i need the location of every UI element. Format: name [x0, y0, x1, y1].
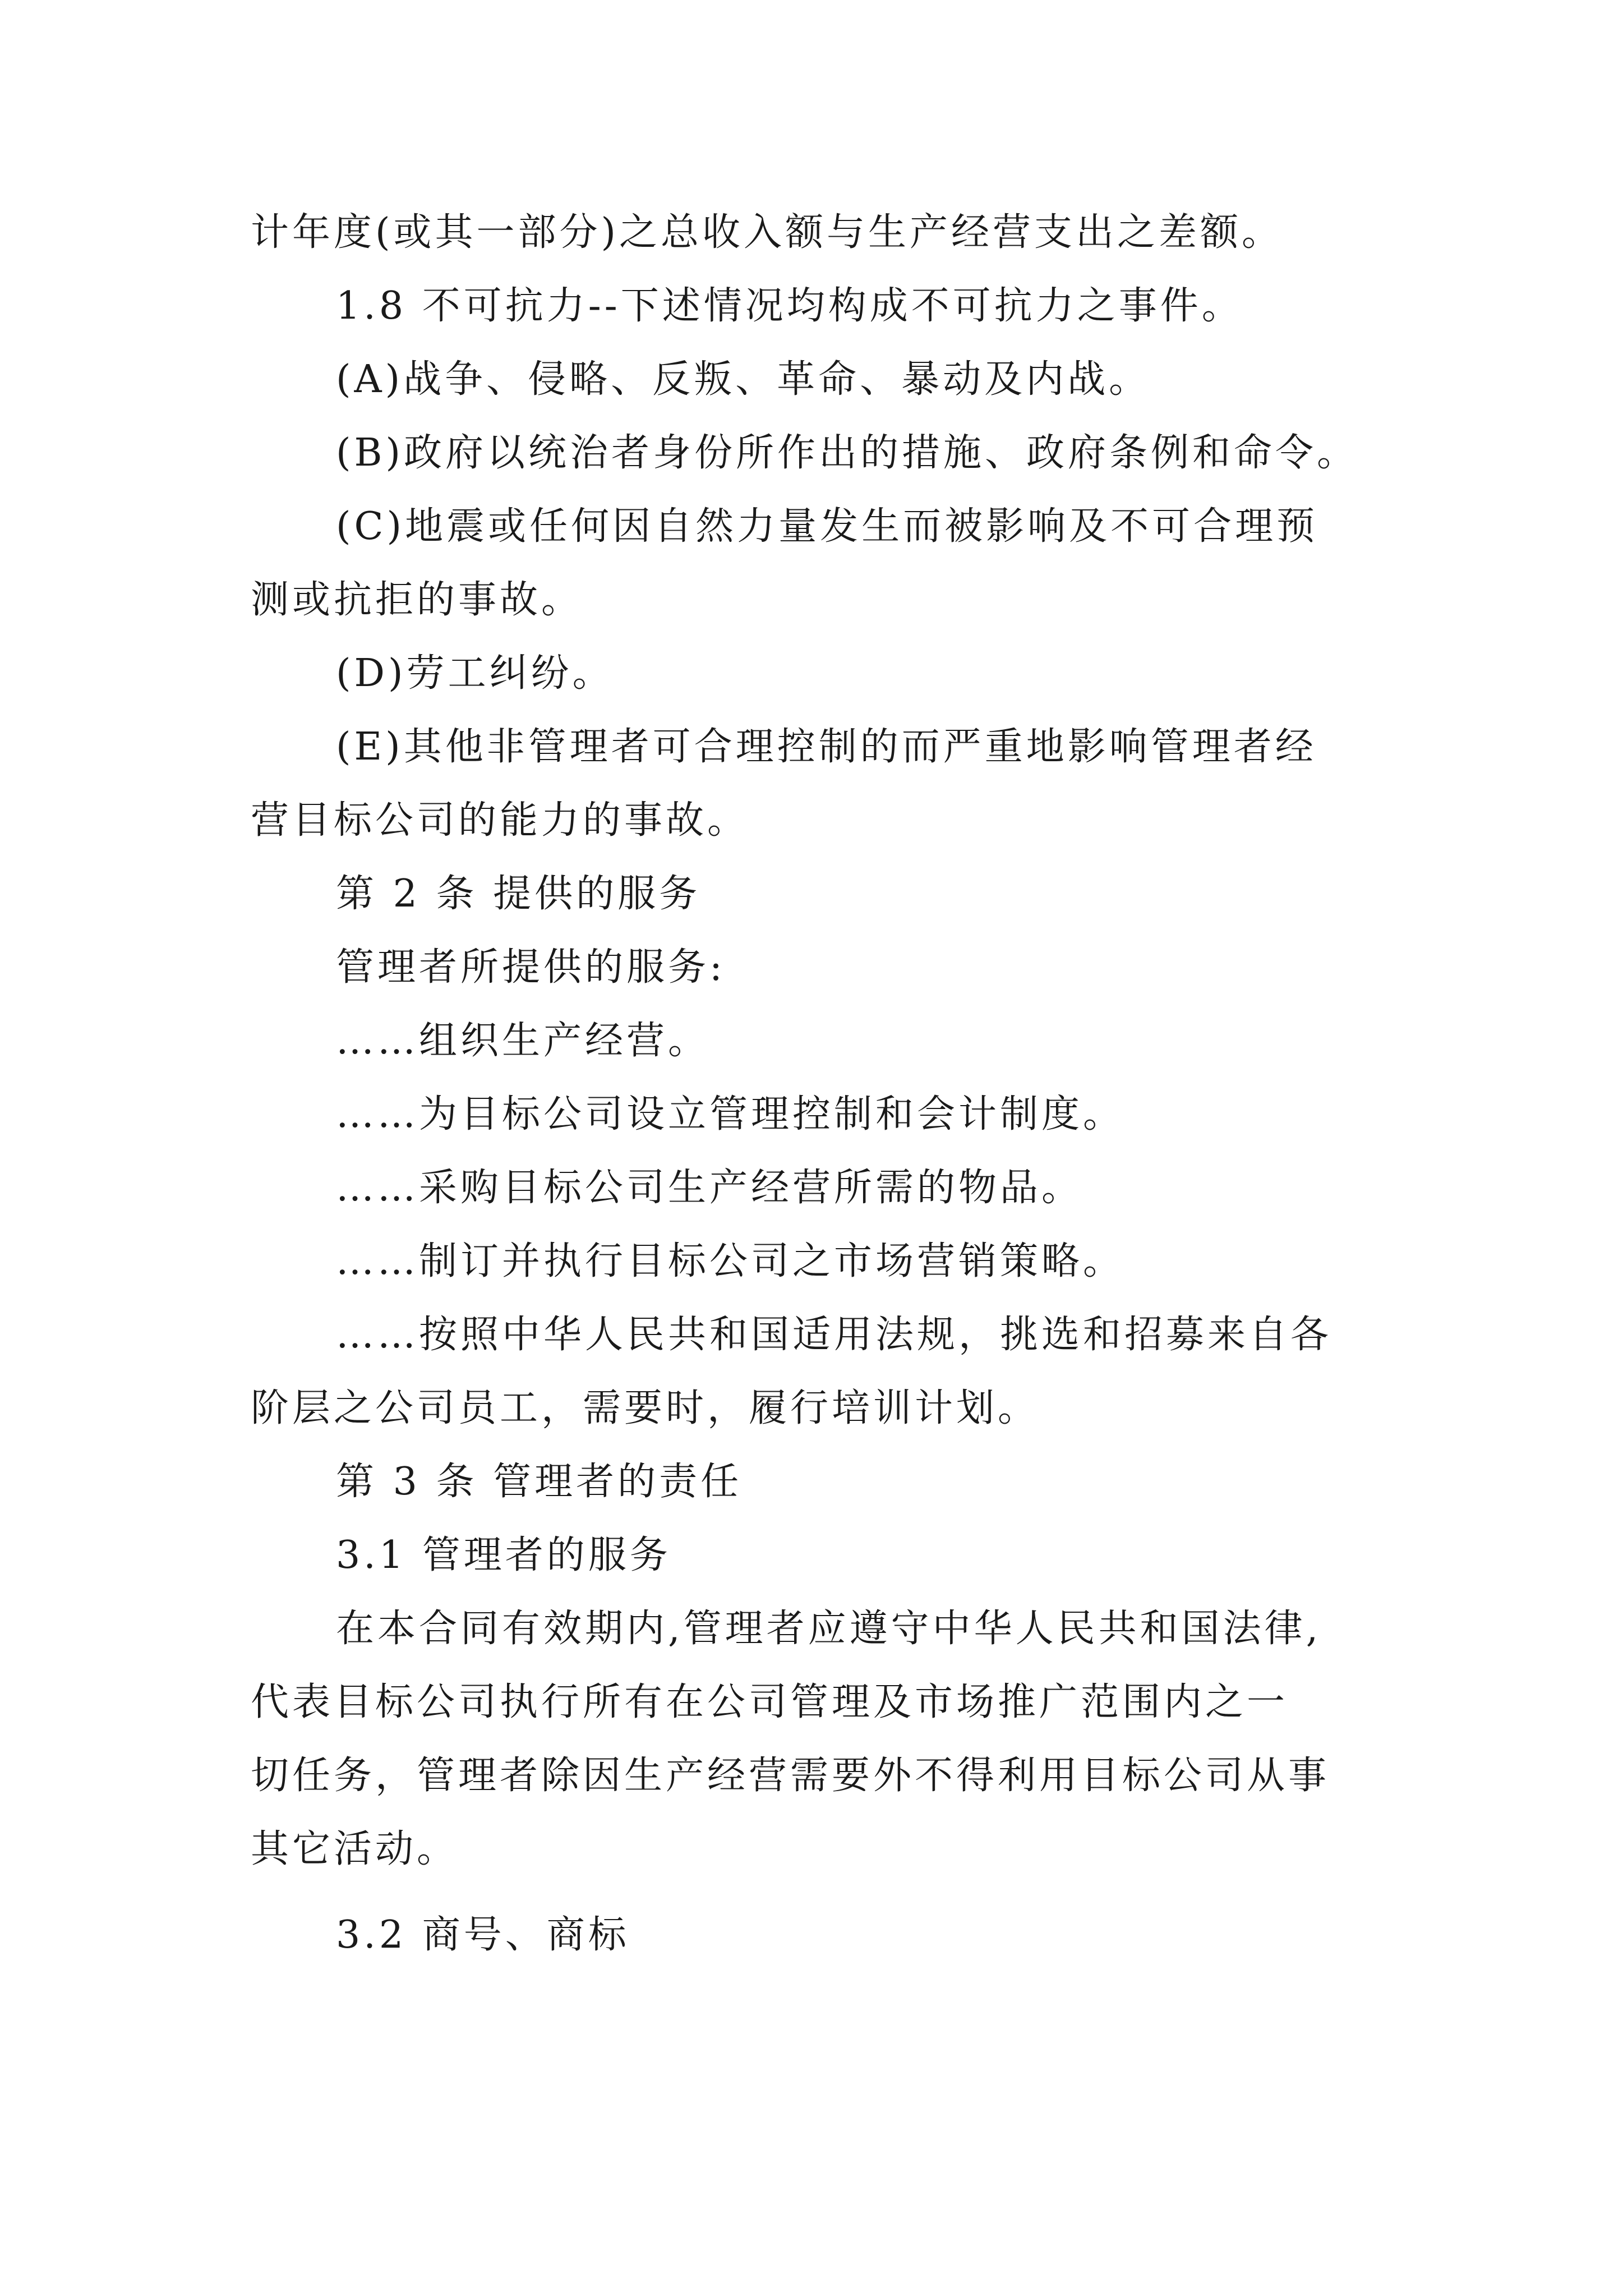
text-line-16: ……按照中华人民共和国适用法规，挑选和招募来自各 [336, 1313, 1332, 1357]
text-line-12: ……组织生产经营。 [336, 1019, 710, 1063]
text-line-5: (C)地震或任何因自然力量发生而被影响及不可合理预 [336, 504, 1318, 549]
section-heading-2: 第 2 条 提供的服务 [336, 872, 701, 916]
text-line-13: ……为目标公司设立管理控制和会计制度。 [336, 1092, 1125, 1137]
text-line-6: 测或抗拒的事故。 [251, 578, 583, 622]
subsection-heading-3-1: 3.1 管理者的服务 [336, 1533, 671, 1577]
text-line-23: 其它活动。 [251, 1827, 459, 1871]
text-line-8: (E)其他非管理者可合理控制的而严重地影响管理者经 [336, 725, 1317, 769]
text-line-21: 代表目标公司执行所有在公司管理及市场推广范围内之一 [251, 1680, 1289, 1724]
text-line-17: 阶层之公司员工，需要时，履行培训计划。 [251, 1386, 1040, 1430]
text-line-22: 切任务，管理者除因生产经营需要外不得利用目标公司从事 [251, 1754, 1330, 1798]
text-line-11: 管理者所提供的服务: [336, 945, 726, 990]
text-line-20: 在本合同有效期内,管理者应遵守中华人民共和国法律, [336, 1607, 1322, 1651]
text-line-9: 营目标公司的能力的事故。 [251, 798, 749, 843]
text-line-4: (B)政府以统治者身份所作出的措施、政府条例和命令。 [336, 431, 1359, 475]
text-line-3: (A)战争、侵略、反叛、革命、暴动及内战。 [336, 357, 1151, 402]
section-heading-3: 第 3 条 管理者的责任 [336, 1460, 743, 1504]
text-line-1: 计年度(或其一部分)之总收入额与生产经营支出之差额。 [251, 210, 1284, 255]
text-line-14: ……采购目标公司生产经营所需的物品。 [336, 1166, 1083, 1210]
text-line-2: 1.8 不可抗力--下述情况均构成不可抗力之事件。 [336, 284, 1243, 328]
subsection-heading-3-2: 3.2 商号、商标 [336, 1913, 630, 1957]
text-line-15: ……制订并执行目标公司之市场营销策略。 [336, 1239, 1125, 1283]
text-line-7: (D)劳工纠纷。 [336, 651, 614, 696]
